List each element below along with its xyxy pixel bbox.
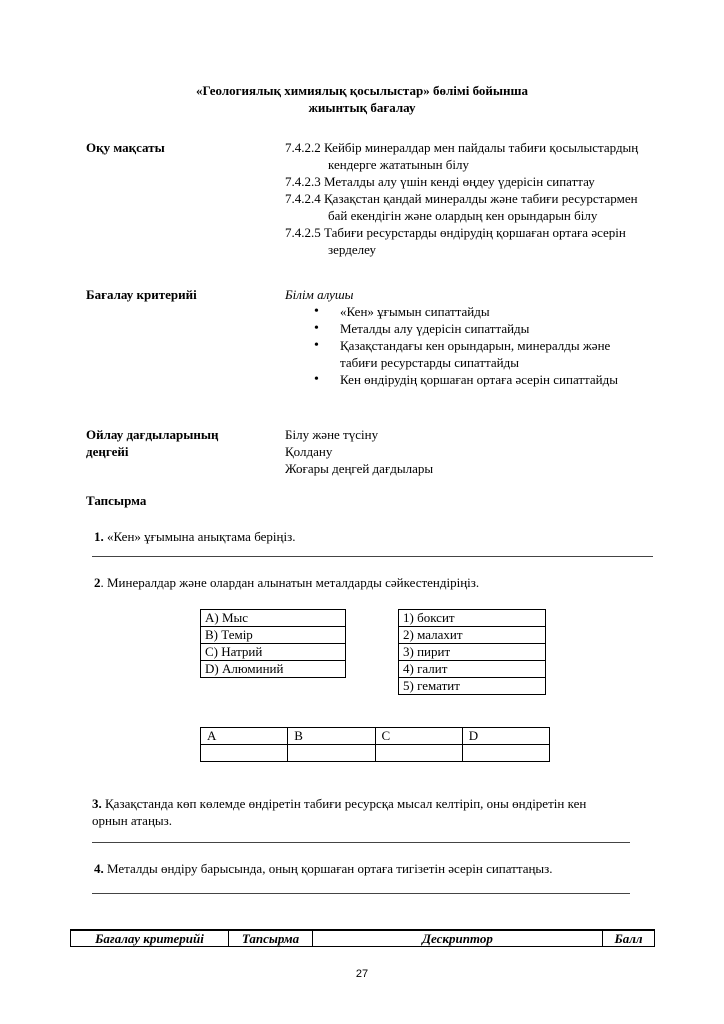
answer-header-c: C	[375, 728, 462, 745]
right-option: 4) галит	[399, 661, 546, 678]
question-1-number: 1.	[94, 529, 104, 544]
left-option: C) Натрий	[201, 644, 346, 661]
objective-item: 7.4.2.4 Қазақстан қандай минералды және табиғи ресурстармен бай екендігін және олардың кен орындарын білу	[285, 191, 638, 223]
question-4-text: Металды өндіру барысында, оның қоршаған ортаға тигізетін әсерін сипаттаңыз.	[103, 861, 553, 876]
answer-cell-b[interactable]	[288, 745, 375, 762]
criteria-bullet: • Кен өндірудің қоршаған ортаға әсерін сипаттайды	[314, 371, 625, 388]
header-descriptor: Дескриптор	[313, 930, 603, 947]
right-option: 5) гематит	[399, 678, 546, 695]
answer-header-a: A	[201, 728, 288, 745]
answer-grid	[200, 727, 550, 762]
answer-cell-c[interactable]	[375, 745, 462, 762]
right-option: 3) пирит	[399, 644, 546, 661]
answer-line-4[interactable]	[92, 893, 630, 894]
answer-header-d: D	[462, 728, 549, 745]
question-2-number: 2	[94, 575, 101, 590]
right-option: 1) боксит	[399, 610, 546, 627]
answer-line-1[interactable]	[92, 556, 653, 557]
question-1	[94, 528, 295, 545]
title-line-1: «Геологиялық химиялық қосылыстар» бөлімі бойынша	[195, 83, 529, 98]
thinking-label-line-2: деңгейі	[86, 444, 129, 459]
criteria-bullet: • «Кен» ұғымын сипаттайды	[314, 303, 625, 320]
question-3-number: 3.	[92, 796, 102, 811]
header-score: Балл	[603, 930, 655, 947]
header-task: Тапсырма	[229, 930, 313, 947]
question-2	[94, 574, 479, 591]
left-option: D) Алюминий	[201, 661, 346, 678]
thinking-label	[86, 426, 219, 460]
title-line-2: жиынтық бағалау	[308, 100, 416, 115]
header-criteria: Бағалау критерийі	[71, 930, 229, 947]
page-number: 27	[355, 968, 369, 980]
minerals-right-table	[398, 609, 546, 695]
thinking-level: Білу және түсіну	[285, 427, 379, 442]
criteria-intro: Білім алушы	[285, 287, 354, 302]
task-heading: Тапсырма	[86, 493, 147, 508]
question-3-text-line-1: Қазақстанда көп көлемде өндіретін табиғи ресурсқа мысал келтіріп, оны өндіретін кен	[101, 796, 587, 811]
question-4-number: 4.	[94, 861, 104, 876]
criteria-bullets	[314, 303, 625, 388]
thinking-level: Жоғары деңгей дағдылары	[285, 461, 434, 476]
thinking-levels	[285, 426, 433, 477]
thinking-level: Қолдану	[285, 444, 333, 459]
question-1-text: «Кен» ұғымына анықтама беріңіз.	[103, 529, 296, 544]
objective-item: 7.4.2.5 Табиғи ресурстарды өндірудің қоршаған ортаға әсерін зерделеу	[285, 225, 626, 257]
question-4	[94, 860, 553, 877]
objective-item: 7.4.2.3 Металды алу үшін кенді өңдеу үдерісін сипаттау	[285, 174, 595, 189]
criteria-bullet: • Металды алу үдерісін сипаттайды	[314, 320, 625, 337]
question-3	[92, 795, 652, 829]
answer-header-b: B	[288, 728, 375, 745]
answer-cell-d[interactable]	[462, 745, 549, 762]
answer-line-3[interactable]	[92, 842, 630, 843]
minerals-left-table	[200, 609, 346, 678]
question-2-text: . Минералдар және олардан алынатын металдарды сәйкестендіріңіз.	[100, 575, 480, 590]
thinking-label-line-1: Ойлау дағдыларының	[86, 427, 219, 442]
objectives-label: Оқу мақсаты	[86, 140, 165, 155]
assessment-table	[70, 929, 655, 947]
answer-cell-a[interactable]	[201, 745, 288, 762]
criteria-label: Бағалау критерийі	[86, 287, 197, 302]
question-3-text-line-2: орнын атаңыз.	[92, 813, 173, 828]
right-option: 2) малахит	[399, 627, 546, 644]
document-title	[0, 82, 724, 116]
left-option: B) Темір	[201, 627, 346, 644]
objective-item: 7.4.2.2 Кейбір минералдар мен пайдалы табиғи қосылыстардың кендерге жататынын білу	[285, 140, 639, 172]
objectives-list	[285, 139, 645, 258]
criteria-bullet: • Қазақстандағы кен орындарын, минералды және табиғи ресурстарды сипаттайды	[314, 337, 625, 371]
criteria-block	[285, 286, 625, 388]
left-option: A) Мыс	[201, 610, 346, 627]
